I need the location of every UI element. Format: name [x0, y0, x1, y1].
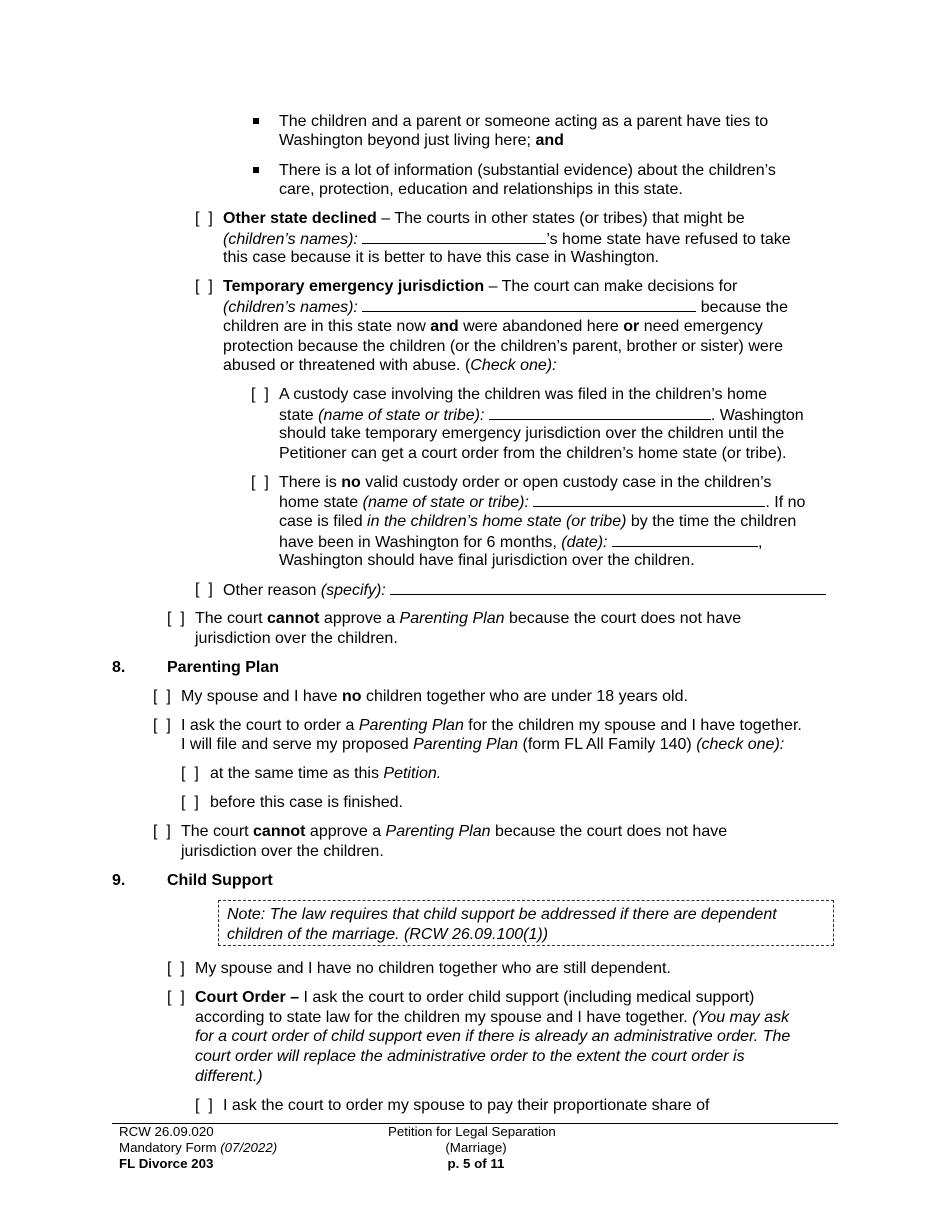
- children-names-field[interactable]: [362, 297, 696, 312]
- no-custody-order-checkbox[interactable]: [ ]: [251, 474, 269, 491]
- other-reason-field[interactable]: [390, 580, 826, 595]
- bullet-2-line-2: care, protection, education and relationships in this state.: [279, 181, 683, 198]
- court-order-line-3: for a court order of child support even if there is already an administrative order. The: [195, 1028, 791, 1045]
- footer-form-id: FL Divorce 203: [119, 1156, 214, 1171]
- no-custody-line-2: home state (name of state or tribe): . If no: [279, 494, 806, 511]
- no-custody-line-4: have been in Washington for 6 months, (date): ,: [279, 534, 763, 551]
- cannot-approve-pp-line-2: jurisdiction over the children.: [181, 843, 384, 860]
- court-order-checkbox[interactable]: [ ]: [167, 989, 185, 1006]
- same-time-line: at the same time as this Petition.: [210, 765, 442, 782]
- bullet-1-line-1: The children and a parent or someone acting as a parent have ties to: [279, 113, 769, 130]
- children-names-field[interactable]: [362, 229, 546, 244]
- date-field[interactable]: [612, 532, 758, 547]
- court-order-line-4: court order will replace the administrative order to the extent the court order is: [195, 1048, 745, 1065]
- custody-filed-line-1: A custody case involving the children was filed in the children’s home: [279, 386, 767, 403]
- proportionate-share-checkbox[interactable]: [ ]: [195, 1097, 213, 1114]
- cannot-approve-checkbox[interactable]: [ ]: [167, 610, 185, 627]
- footer-page-number: p. 5 of 11: [447, 1156, 505, 1171]
- ask-parenting-plan-line-2: I will file and serve my proposed Parenting Plan (form FL All Family 140) (check one):: [181, 736, 785, 753]
- ask-parenting-plan-line-1: I ask the court to order a Parenting Plan for the children my spouse and I have together.: [181, 717, 802, 734]
- no-children-line: My spouse and I have no children together who are under 18 years old.: [181, 688, 688, 705]
- temp-emergency-line-4: protection because the children (or the children’s parent, brother or sister) were: [223, 338, 783, 355]
- bullet-square-icon: [253, 118, 259, 124]
- state-or-tribe-field[interactable]: [533, 492, 765, 507]
- ask-parenting-plan-checkbox[interactable]: [ ]: [153, 717, 171, 734]
- no-children-checkbox[interactable]: [ ]: [153, 688, 171, 705]
- court-order-line-5: different.): [195, 1068, 263, 1085]
- note-line-2: children of the marriage. (RCW 26.09.100(1)): [227, 926, 549, 943]
- bullet-square-icon: [253, 167, 259, 173]
- bullet-1-line-2: Washington beyond just living here; and: [279, 132, 564, 149]
- note-line-1: Note: The law requires that child support be addressed if there are dependent: [227, 906, 777, 923]
- other-state-line-3: this case because it is better to have this case in Washington.: [223, 249, 660, 266]
- temp-emergency-line-1: Temporary emergency jurisdiction – The court can make decisions for: [223, 278, 738, 295]
- temp-emergency-line-5: abused or threatened with abuse. (Check one):: [223, 357, 557, 374]
- other-reason-line: Other reason (specify):: [223, 580, 826, 601]
- custody-filed-line-3: should take temporary emergency jurisdiction over the children until the: [279, 425, 785, 442]
- section-9-number: 9.: [112, 872, 126, 889]
- other-state-line-2: (children’s names): ’s home state have refused to take: [223, 231, 791, 248]
- bullet-2-line-1: There is a lot of information (substantial evidence) about the children’s: [279, 162, 776, 179]
- before-finished-checkbox[interactable]: [ ]: [181, 794, 199, 811]
- state-or-tribe-field[interactable]: [489, 405, 711, 420]
- cannot-approve-pp-line-1: The court cannot approve a Parenting Plan because the court does not have: [181, 823, 728, 840]
- same-time-checkbox[interactable]: [ ]: [181, 765, 199, 782]
- footer-title-line-2: (Marriage): [445, 1140, 507, 1155]
- temp-emergency-line-2: (children’s names): because the: [223, 299, 788, 316]
- section-9-title: Child Support: [167, 872, 273, 889]
- custody-filed-checkbox[interactable]: [ ]: [251, 386, 269, 403]
- temp-emergency-line-3: children are in this state now and were abandoned here or need emergency: [223, 318, 763, 335]
- no-dependent-line: My spouse and I have no children together who are still dependent.: [195, 960, 671, 977]
- footer-rcw: RCW 26.09.020: [119, 1124, 214, 1139]
- temp-emergency-checkbox[interactable]: [ ]: [195, 278, 213, 295]
- court-order-line-1: Court Order – I ask the court to order child support (including medical support): [195, 989, 755, 1006]
- before-finished-line: before this case is finished.: [210, 794, 403, 811]
- cannot-approve-line-2: jurisdiction over the children.: [195, 630, 398, 647]
- section-8-title: Parenting Plan: [167, 659, 280, 676]
- cannot-approve-line-1: The court cannot approve a Parenting Plan because the court does not have: [195, 610, 742, 627]
- no-custody-line-5: Washington should have final jurisdiction over the children.: [279, 552, 695, 569]
- no-custody-line-3: case is filed in the children’s home state (or tribe) by the time the children: [279, 513, 797, 530]
- cannot-approve-pp-checkbox[interactable]: [ ]: [153, 823, 171, 840]
- other-reason-checkbox[interactable]: [ ]: [195, 581, 213, 598]
- custody-filed-line-4: Petitioner can get a court order from the children’s home state (or tribe).: [279, 445, 787, 462]
- court-order-line-2: according to state law for the children my spouse and I have together. (You may ask: [195, 1009, 790, 1026]
- no-custody-line-1: There is no valid custody order or open custody case in the children’s: [279, 474, 772, 491]
- footer-title-line-1: Petition for Legal Separation: [388, 1124, 556, 1139]
- no-dependent-checkbox[interactable]: [ ]: [167, 960, 185, 977]
- footer-mandatory-form: Mandatory Form (07/2022): [119, 1140, 278, 1155]
- custody-filed-line-2: state (name of state or tribe): . Washington: [279, 407, 804, 424]
- other-state-checkbox[interactable]: [ ]: [195, 210, 213, 227]
- other-state-line-1: Other state declined – The courts in other states (or tribes) that might be: [223, 210, 745, 227]
- proportionate-share-line: I ask the court to order my spouse to pay their proportionate share of: [223, 1097, 710, 1114]
- section-8-number: 8.: [112, 659, 126, 676]
